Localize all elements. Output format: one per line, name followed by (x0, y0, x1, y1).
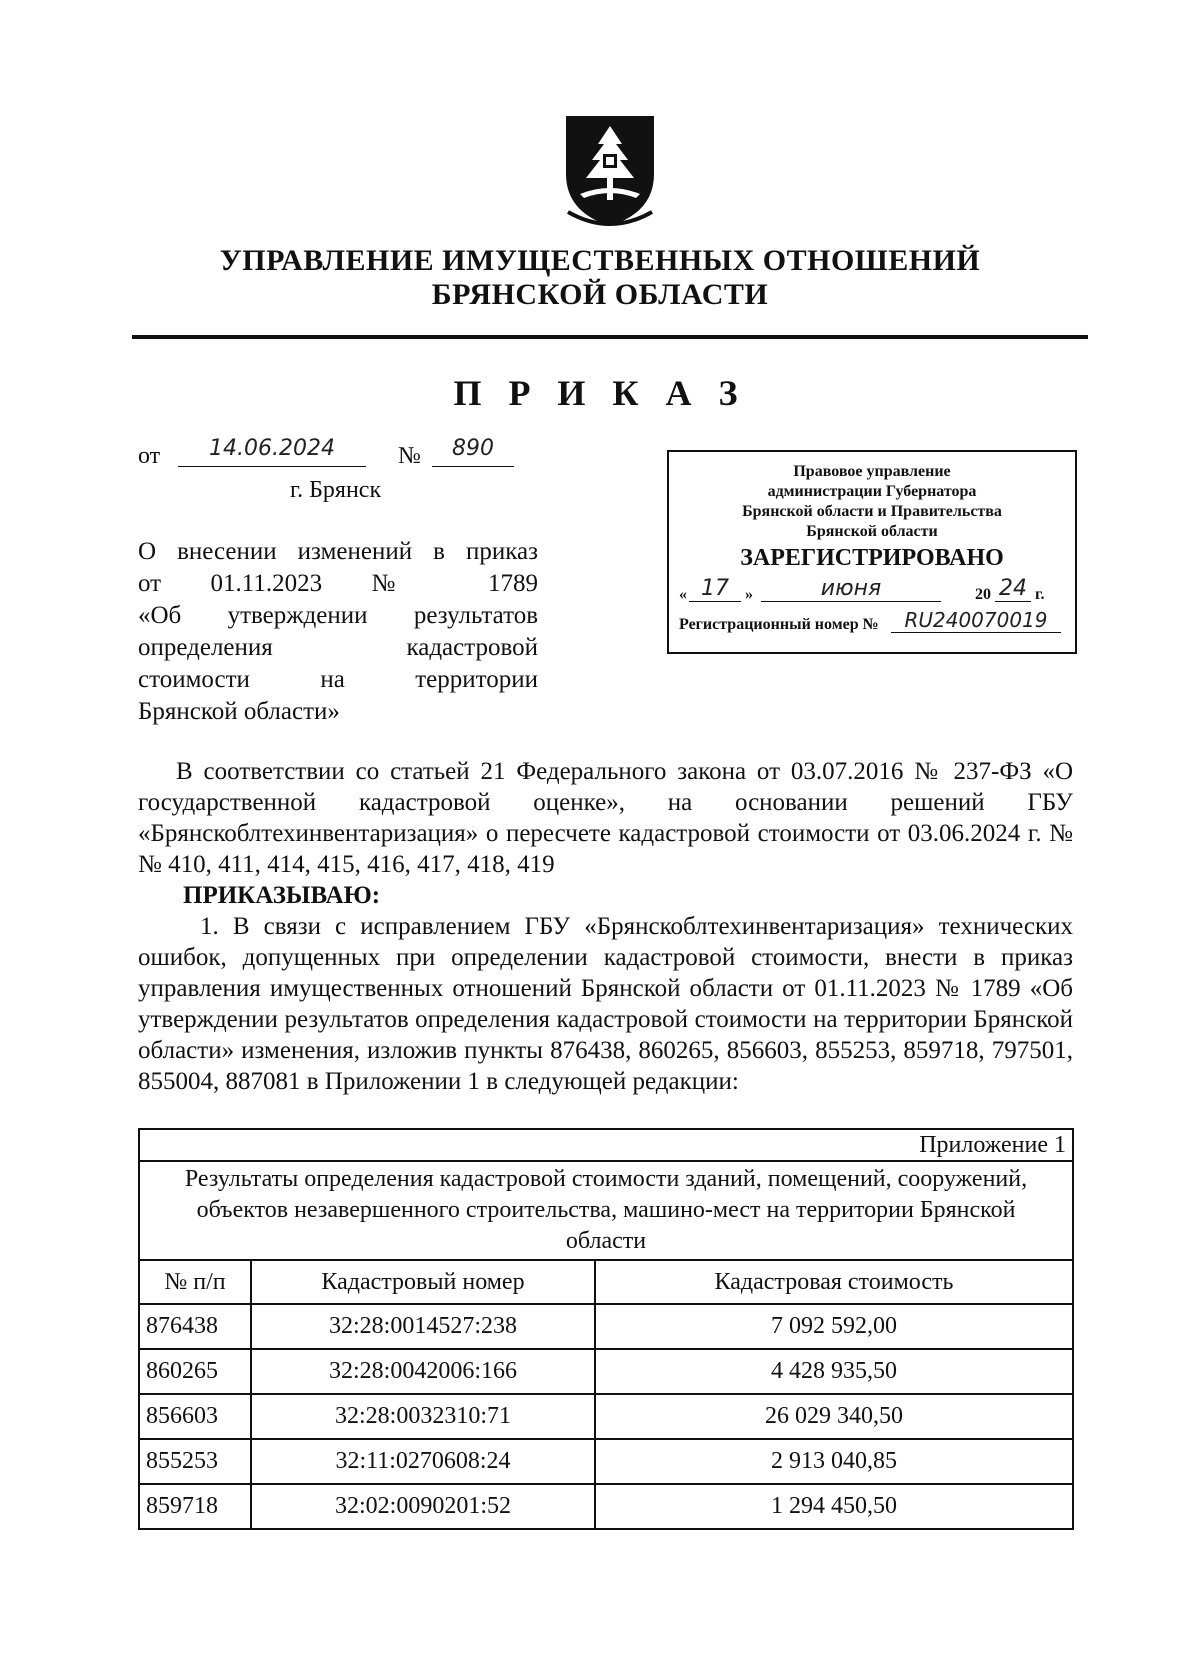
stamp-year-prefix: 20 (975, 586, 991, 603)
coat-of-arms-icon (560, 112, 660, 230)
stamp-date-row: « 17 » июня 20 24 г. (679, 576, 1045, 603)
appendix-table (138, 1128, 1074, 1530)
item-1-paragraph: 1. В связи с исправлением ГБУ «Брянскоблтехинвентаризация» технических ошибок, допущенных при определении кадастровой стоимости, внести в приказ управления имущественных отношений Брянской области от 01.11.2023 № 1789 «Об утверждении результатов определения кадастровой стоимости на территории Брянской области» изменения, изложив пункты 876438, 860265, 856603, 855253, 859718, 797501, 855004, 887081 в Приложении 1 в следующей редакции: (138, 913, 1073, 1095)
table-row (139, 1394, 1073, 1439)
order-from-label: от (138, 443, 161, 469)
order-number-label: № (398, 443, 421, 469)
stamp-line: Правовое управление (793, 463, 951, 480)
table-row (139, 1439, 1073, 1484)
header-divider (132, 335, 1088, 339)
row-number: 859718 (139, 1484, 251, 1529)
cadastral-number: 32:28:0014527:238 (251, 1304, 595, 1349)
preamble-paragraph: В соответствии со статьей 21 Федерального закона от 03.07.2016 № 237-ФЗ «О государственной кадастровой оценке», на основании решений ГБУ «Брянскоблтехинвентаризация» о пересчете кадастровой стоимости от 03.06.2024 г. №№ 410, 411, 414, 415, 416, 417, 418, 419 (138, 758, 1073, 878)
order-subject (138, 536, 538, 728)
row-number: 860265 (139, 1349, 251, 1394)
subject-line: определения кадастровой (138, 634, 538, 661)
document-type-title: П Р И К А З (453, 373, 747, 413)
table-title: Результаты определения кадастровой стоимости зданий, помещений, сооружений, объектов незавершенного строительства, машино-мест на территории Брянской области (139, 1161, 1073, 1260)
cadastral-value: 4 428 935,50 (595, 1349, 1073, 1394)
subject-line: Брянской области» (138, 698, 340, 725)
cadastral-value: 1 294 450,50 (595, 1484, 1073, 1529)
row-number: 855253 (139, 1439, 251, 1484)
cadastral-number: 32:11:0270608:24 (251, 1439, 595, 1484)
row-number: 856603 (139, 1394, 251, 1439)
stamp-reg-label: Регистрационный номер № (679, 616, 879, 633)
table-header-cell: № п/п (139, 1260, 251, 1304)
stamp-year-end: г. (1035, 586, 1045, 603)
stamp-line: администрации Губернатора (767, 483, 977, 500)
stamp-reg-number: RU240070019 (891, 608, 1061, 633)
org-name-line1: УПРАВЛЕНИЕ ИМУЩЕСТВЕННЫХ ОТНОШЕНИЙ (219, 244, 981, 277)
order-number-handwritten: 890 (432, 436, 514, 467)
order-date-handwritten: 14.06.2024 (178, 436, 366, 467)
stamp-month: июня (761, 576, 941, 602)
stamp-day: 17 (689, 576, 741, 602)
org-name-line2: БРЯНСКОЙ ОБЛАСТИ (431, 278, 769, 311)
cadastral-value: 26 029 340,50 (595, 1394, 1073, 1439)
stamp-year-suffix: 24 (995, 576, 1031, 602)
subject-line: О внесении изменений в приказ (138, 538, 538, 565)
cadastral-number: 32:28:0032310:71 (251, 1394, 595, 1439)
order-city: г. Брянск (290, 477, 382, 503)
registration-stamp (667, 450, 1077, 654)
table-row (139, 1349, 1073, 1394)
subject-line: от 01.11.2023 № 1789 (138, 570, 538, 597)
order-word: ПРИКАЗЫВАЮ: (183, 882, 381, 909)
table-header-cell: Кадастровая стоимость (595, 1260, 1073, 1304)
cadastral-value: 7 092 592,00 (595, 1304, 1073, 1349)
cadastral-number: 32:02:0090201:52 (251, 1484, 595, 1529)
row-number: 876438 (139, 1304, 251, 1349)
table-row (139, 1304, 1073, 1349)
cadastral-number: 32:28:0042006:166 (251, 1349, 595, 1394)
table-header-cell: Кадастровый номер (251, 1260, 595, 1304)
cadastral-value: 2 913 040,85 (595, 1439, 1073, 1484)
stamp-line: Брянской области и Правительства (742, 503, 1002, 520)
subject-line: «Об утверждении результатов (138, 602, 538, 629)
stamp-line: Брянской области (806, 523, 938, 540)
table-row (139, 1484, 1073, 1529)
stamp-reg-row (669, 608, 1075, 638)
subject-line: стоимости на территории (138, 666, 538, 693)
appendix-label: Приложение 1 (139, 1129, 1073, 1161)
stamp-registered: ЗАРЕГИСТРИРОВАНО (740, 545, 1004, 571)
